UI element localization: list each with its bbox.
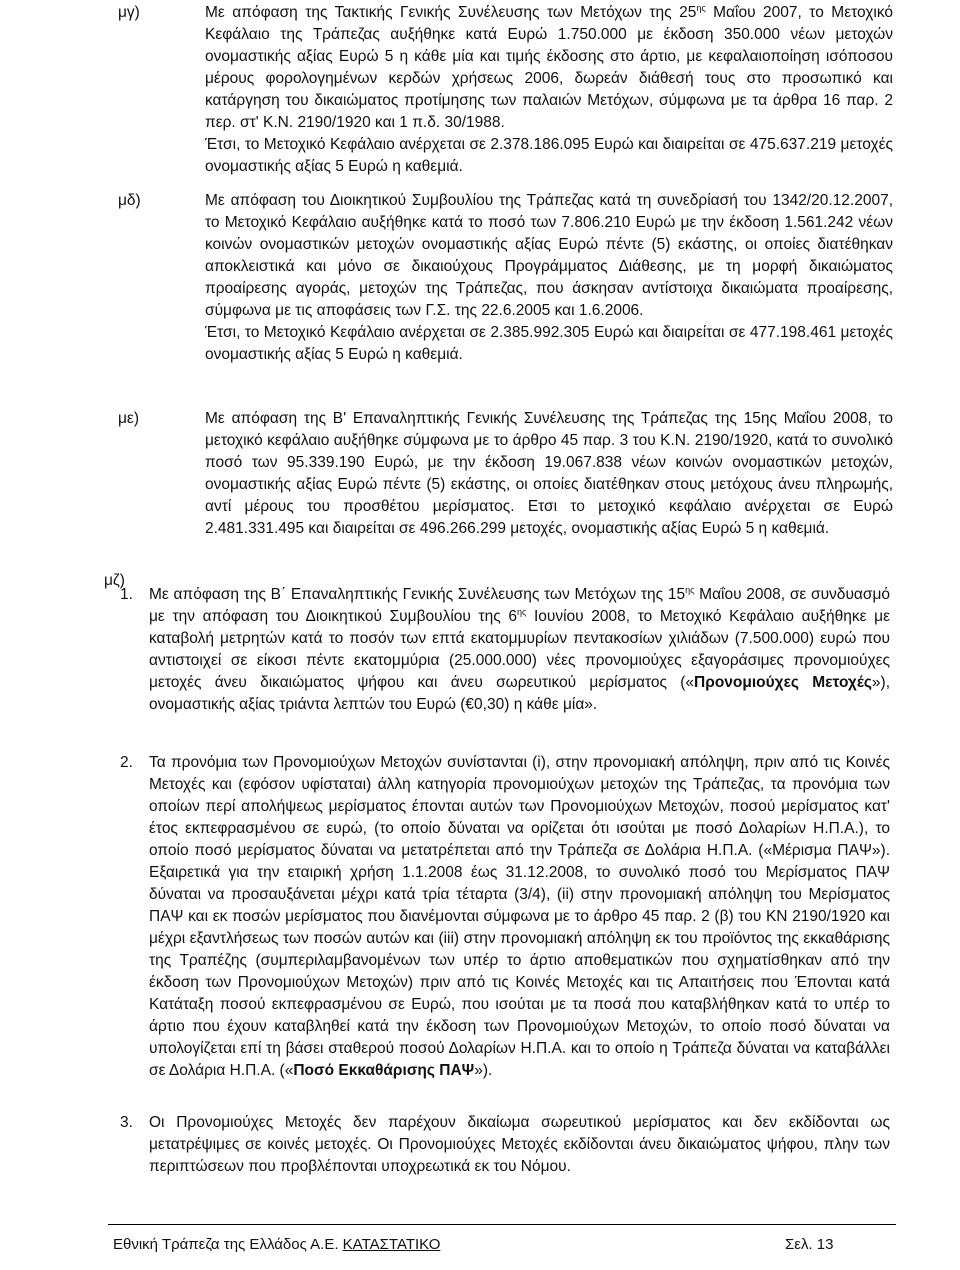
item-text-mg	[205, 2, 893, 178]
paragraph: Έτσι, το Μετοχικό Κεφάλαιο ανέρχεται σε 2.378.186.095 Ευρώ και διαιρείται σε 475.637.219 μετοχές ονομαστικής αξίας 5 Ευρώ η καθεμιά.	[205, 136, 893, 175]
item-label-md: μδ)	[118, 192, 141, 209]
subitem-number: 2.	[120, 754, 133, 771]
subitem-number: 3.	[120, 1114, 133, 1131]
page-number: Σελ. 13	[785, 1236, 834, 1253]
item-label-me: με)	[118, 410, 140, 427]
paragraph: Με απόφαση του Διοικητικού Συμβουλίου της Τράπεζας κατά τη συνεδρίασή του 1342/20.12.2007, το Μετοχικό Κεφάλαιο αυξήθηκε κατά το ποσό των 7.806.210 Ευρώ με την έκδοση 1.561.242 νέων κοινών ονομαστικών μετοχών ονομαστικής αξίας Ευρώ πέντε (5) εκάστης, οι οποίες διατέθηκαν αποκλειστικά και μόνο σε δικαιούχους Προγράμματος Διάθεσης, με τη μορφή δικαιώματος προαίρεσης αγοράς, μετοχών της Τράπεζας, που άσκησαν αντίστοιχα δικαιώματα προαίρεσης, σύμφωνα με τις αποφάσεις των Γ.Σ. της 22.6.2005 και 1.6.2006.	[205, 192, 893, 319]
item-text-md	[205, 190, 893, 366]
subitem-number: 1.	[120, 586, 133, 603]
item-label-mg: μγ)	[118, 4, 140, 21]
bold-term: Ποσό Εκκαθάρισης ΠΑΨ	[293, 1062, 475, 1079]
subitem-text: Με απόφαση της Β΄ Επαναληπτικής Γενικής Συνέλευσης των Μετόχων της $15^{\eta\varsigma}$ Μαΐου 2008, σε συνδυασμό με την απόφαση του Διοικητικού Συμβουλίου της $6^{\eta\varsigma}$ Ιουνίου 2008, το Μετοχικό Κεφάλαιο αυξήθηκε με καταβολή μετρητών κατά το ποσόν των επτά εκατομμυρίων πεντακοσίων χιλιάδων (7.500.000) ευρώ που αντιστοιχεί σε είκοσι πέντε εκατομμύρια (25.000.000) νέες προνομιούχες εξαγοράσιμες προνομιούχες μετοχές άνευ δικαιώματος ψήφου και άνευ σωρευτικού μερίσματος («Προνομιούχες Μετοχές»), ονομαστικής αξίας τριάντα λεπτών του Ευρώ (€0,30) η κάθε μία».	[149, 584, 890, 713]
paragraph: Με απόφαση της Β' Επαναληπτικής Γενικής Συνέλευσης της Τράπεζας της 15ης Μαΐου 2008, το μετοχικό κεφάλαιο αυξήθηκε σύμφωνα με το άρθρο 45 παρ. 3 του Κ.Ν. 2190/1920, κατά το συνολικό ποσό των 95.339.190 Ευρώ, με την έκδοση 19.067.838 νέων κοινών ονομαστικών μετοχών, ονομαστικής αξίας Ευρώ πέντε (5) εκάστης, οι οποίες διατέθηκαν στους μετόχους άνευ πληρωμής, αντί μέρους του προσθέτου μερίσματος. Ετσι το μετοχικό κεφάλαιο ανέρχεται σε Ευρώ 2.481.331.495 και διαιρείται σε 496.266.299 μετοχές, ονομαστικής αξίας Ευρώ 5 η καθεμιά.	[205, 410, 893, 537]
footer-title: Εθνική Τράπεζα της Ελλάδος Α.Ε. ΚΑΤΑΣΤΑΤΙΚΟ	[113, 1236, 441, 1253]
item-label-mz: μζ)	[104, 572, 125, 589]
item-text-me	[205, 408, 893, 540]
footer-divider	[108, 1224, 896, 1225]
paragraph: Έτσι, το Μετοχικό Κεφάλαιο ανέρχεται σε 2.385.992.305 Ευρώ και διαιρείται σε 477.198.461 μετοχές ονομαστικής αξίας 5 Ευρώ η καθεμιά.	[205, 324, 893, 363]
subitem-text: Τα προνόμια των Προνομιούχων Μετοχών συνίστανται (i), στην προνομιακή απόληψη, πριν από τις Κοινές Μετοχές και (εφόσον υφίσταται) άλλη κατηγορία προνομιούχων μετοχών της Τράπεζας, τα προνόμια των οποίων περί απολήψεως μερίσματος έπονται αυτών των Προνομιούχων Μετοχών, ποσού μερίσματος κατ' έτος εκπεφρασμένου σε ευρώ, (το οποίο δύναται να ορίζεται ότι ισούται με ποσό Δολαρίων Η.Π.Α.), το οποίο ποσό μερίσματος δύναται να μετατρέπεται από την Τράπεζα σε Δολάρια Η.Π.Α. («Μέρισμα ΠΑΨ»). Εξαιρετικά για την εταιρική χρήση 1.1.2008 έως 31.12.2008, το συνολικό ποσό του Μερίσματος ΠΑΨ δύναται να προσαυξάνεται μέχρι κατά τρία τέταρτα (3/4), (ii) στην προνομιακή απόληψη του Μερίσματος ΠΑΨ και εκ ποσών μερίσματος που διανέμονται σύμφωνα με το άρθρο 45 παρ. 2 (β) του ΚΝ 2190/1920 και μέχρι εξαντλήσεως των ποσών αυτών και (iii) στην προνομιακή απόληψη εκ του προϊόντος της εκκαθάρισης της Τραπέζης (συμπεριλαμβανομένων των υπέρ το άρτιο αποθεματικών που σχηματίσθηκαν από την έκδοση των Προνομιούχων Μετοχών) πριν από τις Κοινές Μετοχές και τις Απαιτήσεις που Έπονται κατά Κατάταξη ποσού εκπεφρασμένου σε Ευρώ, που ισούται με τα ποσά που καταβλήθηκαν κατά το υπέρ το άρτιο που έχουν καταβληθεί κατά την έκδοση των Προνομιούχων Μετοχών, το οποίο ποσό δύναται να υπολογίζεται επί τη βάσει σταθερού ποσού Δολαρίων Η.Π.Α. και το οποίο η Τράπεζα δύναται να καταβάλλει σε Δολάρια Η.Π.Α. («Ποσό Εκκαθάρισης ΠΑΨ»).	[149, 754, 890, 1079]
paragraph: Με απόφαση της Τακτικής Γενικής Συνέλευσης των Μετόχων της $25^{\eta\varsigma}$ Μαΐου 2007, το Μετοχικό Κεφάλαιο της Τράπεζας αυξήθηκε κατά Ευρώ 1.750.000 με έκδοση 350.000 νέων μετοχών ονομαστικής αξίας Ευρώ 5 η κάθε μία και τιμής έκδοσης στο άρτιο, με κεφαλαιοποίηση ισόποσου μέρους φορολογημένων κερδών χρήσεως 2006, δωρεάν διάθεσή τους στο προσωπικό και κατάργηση του δικαιώματος προτίμησης των παλαιών Μετόχων, σύμφωνα με τα άρθρα 16 παρ. 2 περ. στ' Κ.Ν. 2190/1920 και 1 π.δ. 30/1988.	[205, 2, 893, 131]
subitem-text: Οι Προνομιούχες Μετοχές δεν παρέχουν δικαίωμα σωρευτικού μερίσματος και δεν εκδίδονται ως μετατρέψιμες σε κοινές μετοχές. Οι Προνομιούχες Μετοχές εκδίδονται άνευ δικαιώματος ψήφου, πλην των περιπτώσεων που προβλέπονται υποχρεωτικά εκ του Νόμου.	[149, 1114, 890, 1175]
bold-term: Προνομιούχες Μετοχές	[694, 674, 872, 691]
